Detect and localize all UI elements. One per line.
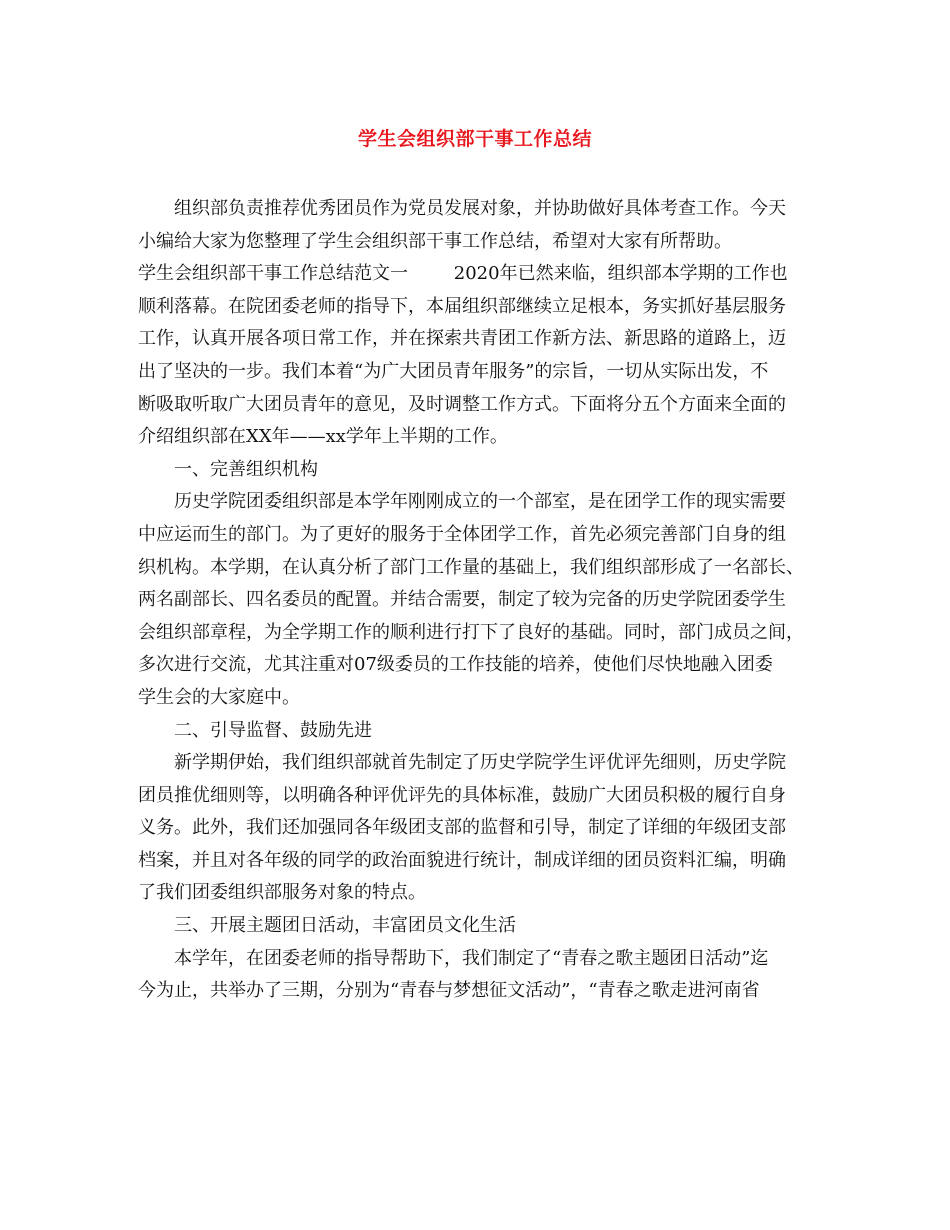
text-line: 出了坚决的一步。我们本着“为广大团员青年服务”的宗旨，一切从实际出发，不 [138,360,769,382]
text-line: 组织部负责推荐优秀团员作为党员发展对象，并协助做好具体考查工作。今天 [174,198,786,219]
text-line: 学生会组织部干事工作总结范文一 2020年已然来临，组织部本学期的工作也 [138,263,788,285]
text-line: 了我们团委组织部服务对象的特点。 [138,882,426,904]
document-title: 学生会组织部干事工作总结 [357,128,592,150]
text-line: 织机构。本学期，在认真分析了部门工作量的基础上，我们组织部形成了一名部长、 [138,556,804,578]
document-body [138,193,838,1008]
text-line: 中应运而生的部门。为了更好的服务于全体团学工作，首先必须完善部门自身的组 [138,523,786,545]
text-line: 多次进行交流，尤其注重对07级委员的工作技能的培养，使他们尽快地融入团委 [138,654,773,676]
text-line: 断吸取听取广大团员青年的意见，及时调整工作方式。下面将分五个方面来全面的 [138,393,786,415]
text-line: 会组织部章程，为全学期工作的顺利进行打下了良好的基础。同时，部门成员之间， [138,621,804,643]
text-line: 今为止，共举办了三期，分别为“青春与梦想征文活动”，“青春之歌走进河南省 [138,980,760,1002]
text-line: 顺利落幕。在院团委老师的指导下，本届组织部继续立足根本，务实抓好基层服务 [138,295,786,317]
text-line: 新学期伊始，我们组织部就首先制定了历史学院学生评优评先细则，历史学院 [174,752,786,774]
text-line: 二、引导监督、鼓励先进 [174,719,372,741]
text-line: 学生会的大家庭中。 [138,686,300,708]
text-line: 介绍组织部在XX年——xx学年上半期的工作。 [138,426,508,448]
text-line: 团员推优细则等，以明确各种评优评先的具体标准，鼓励广大团员积极的履行自身 [138,784,786,806]
text-line: 两名副部长、四名委员的配置。并结合需要，制定了较为完备的历史学院团委学生 [138,589,786,611]
text-line: 本学年，在团委老师的指导帮助下，我们制定了“青春之歌主题团日活动”迄 [174,947,769,969]
text-line: 历史学院团委组织部是本学年刚刚成立的一个部室，是在团学工作的现实需要 [174,491,786,513]
text-line: 一、完善组织机构 [174,458,318,480]
text-line: 档案，并且对各年级的同学的政治面貌进行统计，制成详细的团员资料汇编，明确 [138,849,786,871]
text-line: 义务。此外，我们还加强同各年级团支部的监督和引导，制定了详细的年级团支部 [138,817,786,839]
text-line: 小编给大家为您整理了学生会组织部干事工作总结，希望对大家有所帮助。 [138,230,732,252]
text-line: 三、开展主题团日活动，丰富团员文化生活 [174,915,516,937]
text-line: 工作，认真开展各项日常工作，并在探索共青团工作新方法、新思路的道路上，迈 [138,328,786,350]
